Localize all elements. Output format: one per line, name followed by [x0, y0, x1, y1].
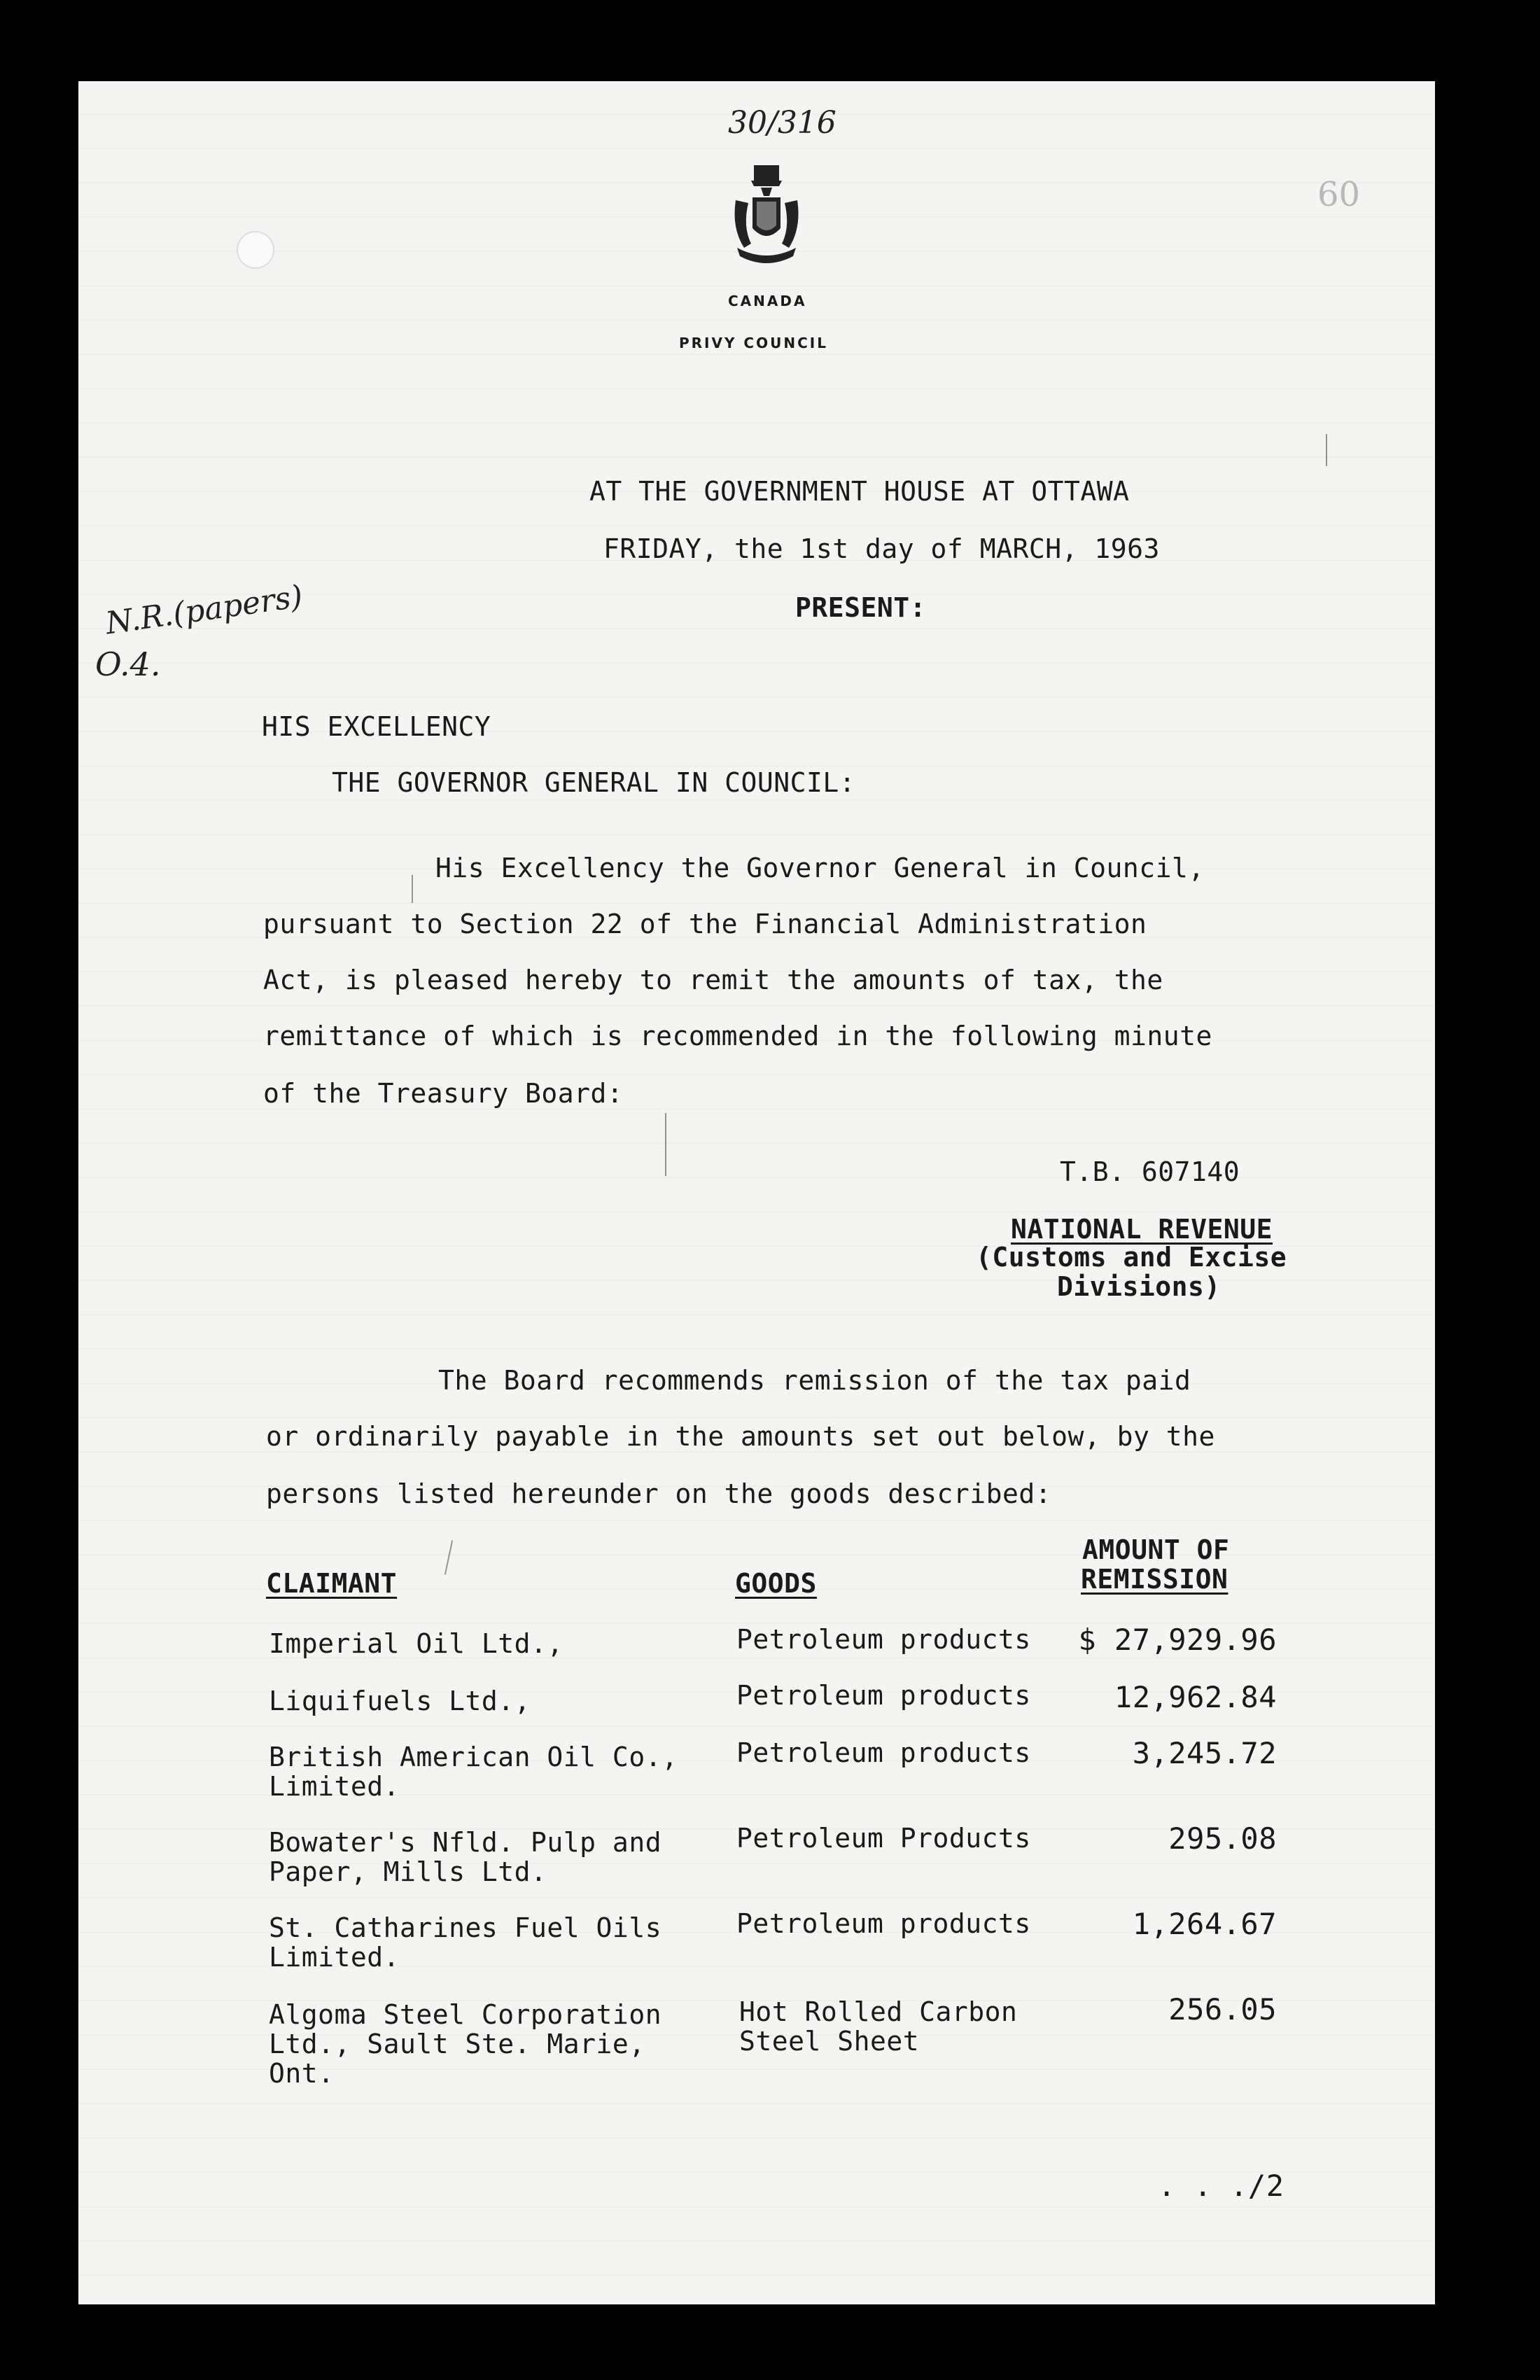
recommendation-line: The Board recommends remission of the tax paid — [438, 1365, 1191, 1396]
claimant-cell: Algoma Steel Corporation — [269, 1999, 662, 2030]
claimant-cell: Limited. — [269, 1942, 400, 1973]
goods-cell: Petroleum Products — [736, 1823, 1031, 1854]
scan-mark — [665, 1113, 666, 1176]
claimant-cell: Ont. — [269, 2058, 335, 2089]
column-header-goods: GOODS — [735, 1568, 817, 1599]
goods-cell: Petroleum products — [736, 1624, 1031, 1655]
claimant-cell: Ltd., Sault Ste. Marie, — [269, 2029, 645, 2059]
amount-cell: 12,962.84 — [1114, 1680, 1277, 1714]
claimant-cell: Imperial Oil Ltd., — [269, 1628, 564, 1659]
column-header-amount-line1: AMOUNT OF — [1082, 1534, 1230, 1565]
scan-mark — [1326, 434, 1327, 466]
claimant-cell: British American Oil Co., — [269, 1742, 678, 1772]
margin-note-line1: N.R.(papers) — [103, 578, 305, 642]
body-line: pursuant to Section 22 of the Financial Administration — [263, 909, 1147, 939]
treasury-board-number: T.B. 607140 — [1060, 1156, 1240, 1187]
amount-cell: 256.05 — [1168, 1992, 1277, 2026]
column-header-amount-line2: REMISSION — [1081, 1564, 1228, 1595]
body-line: remittance of which is recommended in the following minute — [263, 1021, 1212, 1051]
letterhead-office: PRIVY COUNCIL — [679, 335, 828, 351]
amount-cell: 295.08 — [1168, 1821, 1277, 1856]
claimant-cell: St. Catharines Fuel Oils — [269, 1912, 662, 1943]
goods-cell: Petroleum products — [736, 1908, 1031, 1939]
letterhead-country: CANADA — [728, 293, 807, 309]
heading-present: PRESENT: — [795, 592, 927, 623]
goods-cell: Petroleum products — [736, 1737, 1031, 1768]
recommendation-line: persons listed hereunder on the goods described: — [266, 1478, 1052, 1509]
heading-location: AT THE GOVERNMENT HOUSE AT OTTAWA — [589, 476, 1130, 507]
body-line: of the Treasury Board: — [263, 1078, 624, 1109]
page-continuation: . . ./2 — [1158, 2169, 1284, 2203]
coat-of-arms-icon — [730, 165, 803, 284]
body-line: His Excellency the Governor General in Council, — [435, 853, 1205, 883]
division-line2: Divisions) — [1057, 1271, 1221, 1302]
page-stamp: 60 — [1317, 175, 1361, 214]
heading-date: FRIDAY, the 1st day of MARCH, 1963 — [603, 533, 1160, 564]
margin-note-line2: O.4. — [95, 645, 161, 683]
file-number-annotation: 30/316 — [728, 105, 836, 141]
goods-cell: Petroleum products — [736, 1680, 1031, 1711]
amount-cell: 3,245.72 — [1132, 1736, 1277, 1770]
amount-cell: 1,264.67 — [1132, 1907, 1277, 1941]
body-line: Act, is pleased hereby to remit the amounts of tax, the — [263, 965, 1163, 995]
column-header-claimant: CLAIMANT — [266, 1568, 398, 1599]
punch-hole — [237, 231, 274, 269]
claimant-cell: Paper, Mills Ltd. — [269, 1856, 547, 1887]
claimant-cell: Limited. — [269, 1771, 400, 1802]
claimant-cell: Bowater's Nfld. Pulp and — [269, 1827, 662, 1858]
division-line1: (Customs and Excise — [976, 1242, 1287, 1273]
goods-cell: Steel Sheet — [739, 2026, 920, 2057]
department-name: NATIONAL REVENUE — [1011, 1214, 1273, 1245]
salutation-line1: HIS EXCELLENCY — [262, 711, 491, 742]
recommendation-line: or ordinarily payable in the amounts set out below, by the — [266, 1421, 1215, 1452]
goods-cell: Hot Rolled Carbon — [739, 1996, 1018, 2027]
claimant-cell: Liquifuels Ltd., — [269, 1686, 531, 1716]
salutation-line2: THE GOVERNOR GENERAL IN COUNCIL: — [332, 767, 856, 798]
amount-cell: $ 27,929.96 — [1078, 1623, 1277, 1657]
scan-mark — [412, 875, 413, 903]
